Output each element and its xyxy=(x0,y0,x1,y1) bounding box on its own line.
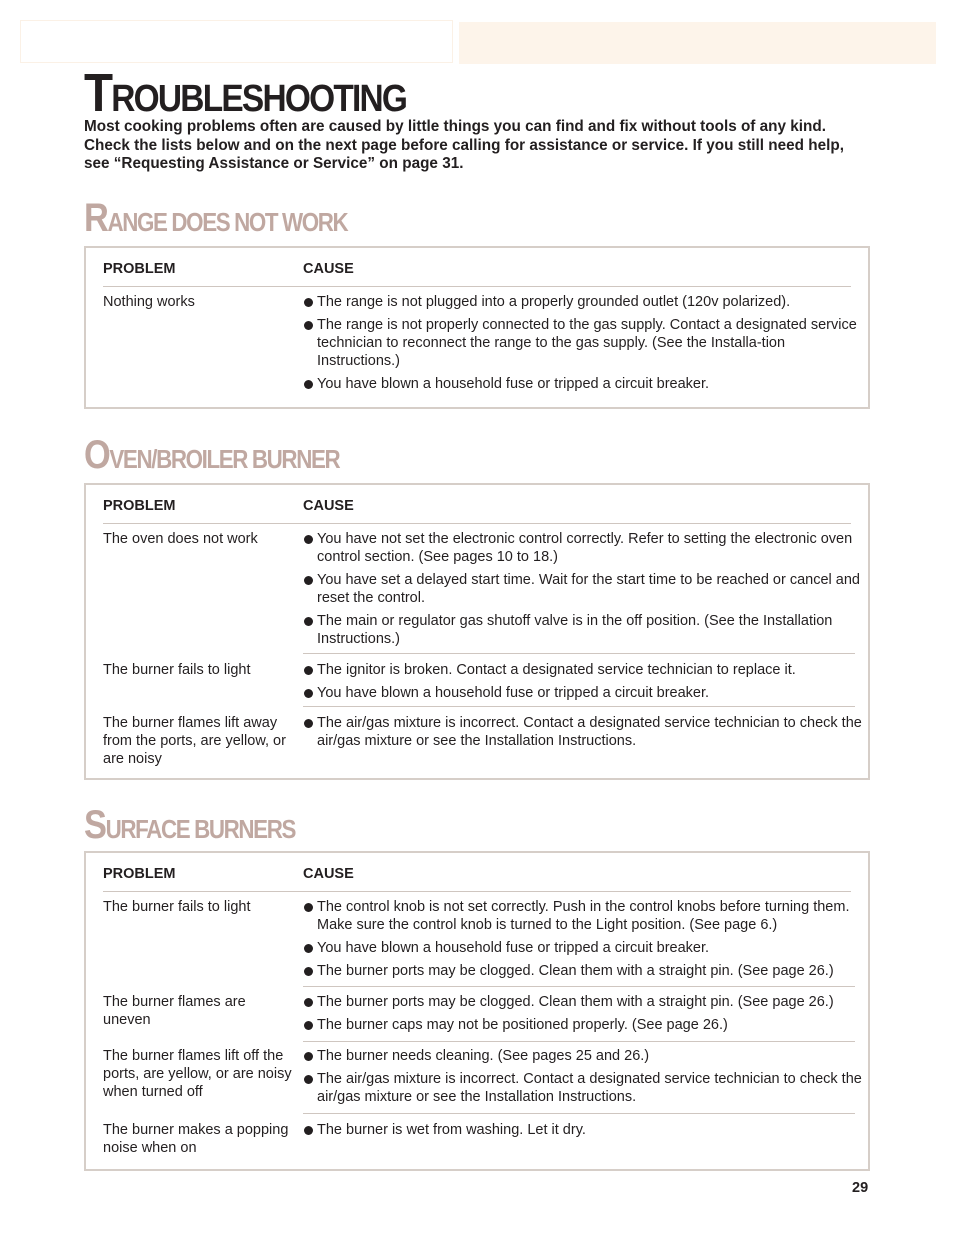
cause-list xyxy=(303,993,863,1039)
cause-list xyxy=(303,530,863,653)
problem-column-header: PROBLEM xyxy=(103,261,176,277)
cause-list xyxy=(303,293,863,398)
page-number: 29 xyxy=(852,1180,869,1196)
page-title-initial: T xyxy=(84,63,112,123)
cause-item: You have blown a household fuse or tripped a circuit breaker. xyxy=(303,939,863,957)
table-header xyxy=(103,248,851,287)
section-title-range xyxy=(84,196,347,241)
problem-cell: The burner flames lift away from the ports, are yellow, or are noisy xyxy=(103,715,286,767)
problem-cell: The burner flames are uneven xyxy=(103,994,246,1028)
cause-item: The burner ports may be clogged. Clean them with a straight pin. (See page 26.) xyxy=(303,962,863,980)
header-band-right xyxy=(459,22,936,64)
table-row xyxy=(103,993,855,1042)
cause-item: The air/gas mixture is incorrect. Contact a designated service technician to check the air/gas mixture or see the Installation Instructions. xyxy=(303,714,863,750)
cause-item: You have blown a household fuse or tripped a circuit breaker. xyxy=(303,684,863,702)
cause-column-header: CAUSE xyxy=(303,498,354,514)
cause-item: The burner ports may be clogged. Clean them with a straight pin. (See page 26.) xyxy=(303,993,863,1011)
cause-list xyxy=(303,661,863,707)
section-title-initial: R xyxy=(84,196,108,240)
section-title-rest: ANGE DOES NOT WORK xyxy=(107,207,348,237)
cause-item: You have blown a household fuse or tripped a circuit breaker. xyxy=(303,375,863,393)
table-row xyxy=(103,530,860,654)
section-title-surface xyxy=(84,803,295,848)
problem-cell: The burner flames lift off the ports, are yellow, or are noisy when turned off xyxy=(103,1048,292,1100)
cause-list xyxy=(303,1121,863,1144)
table-row xyxy=(103,1121,855,1165)
troubleshooting-table-range xyxy=(84,246,870,409)
table-row xyxy=(103,898,855,987)
cause-item: The burner is wet from washing. Let it dry. xyxy=(303,1121,863,1139)
section-title-oven xyxy=(84,433,339,478)
cause-item: You have set a delayed start time. Wait for the start time to be reached or cancel and reset the control. xyxy=(303,571,863,607)
page-title xyxy=(84,62,406,124)
table-row xyxy=(103,661,855,707)
page-title-rest: ROUBLESHOOTING xyxy=(111,78,407,120)
cause-item: The air/gas mixture is incorrect. Contact a designated service technician to check the air/gas mixture or see the Installation Instructions. xyxy=(303,1070,863,1106)
cause-item: The burner caps may not be positioned properly. (See page 26.) xyxy=(303,1016,863,1034)
problem-cell: The burner fails to light xyxy=(103,662,251,678)
table-header xyxy=(103,485,851,524)
section-title-rest: URFACE BURNERS xyxy=(105,814,296,844)
cause-column-header: CAUSE xyxy=(303,866,354,882)
problem-column-header: PROBLEM xyxy=(103,498,176,514)
table-row xyxy=(103,293,855,403)
problem-cell: The oven does not work xyxy=(103,531,258,547)
troubleshooting-table-oven xyxy=(84,483,870,780)
section-title-rest: VEN/BROILER BURNER xyxy=(109,444,340,474)
problem-cell: The burner makes a popping noise when on xyxy=(103,1122,289,1156)
cause-list xyxy=(303,1047,863,1111)
section-title-initial: S xyxy=(84,803,106,847)
cause-list xyxy=(303,898,863,985)
troubleshooting-table-surface xyxy=(84,851,870,1171)
cause-list xyxy=(303,714,863,755)
cause-item: The ignitor is broken. Contact a designated service technician to replace it. xyxy=(303,661,863,679)
problem-cell: The burner fails to light xyxy=(103,899,251,915)
cause-item: The burner needs cleaning. (See pages 25 and 26.) xyxy=(303,1047,863,1065)
cause-item: The range is not plugged into a properly grounded outlet (120v polarized). xyxy=(303,293,863,311)
cause-item: The control knob is not set correctly. Push in the control knobs before turning them. Make sure the control knob is turned to the Light position. (See page 6.) xyxy=(303,898,863,934)
table-header xyxy=(103,853,851,892)
header-band-left xyxy=(20,20,453,63)
cause-item: The range is not properly connected to the gas supply. Contact a designated service technician to reconnect the range to the gas supply. (See the Installa-tion Instructions.) xyxy=(303,316,863,370)
section-title-initial: O xyxy=(84,433,110,477)
cause-column-header: CAUSE xyxy=(303,261,354,277)
intro-paragraph: Most cooking problems often are caused by little things you can find and fix without tools of any kind. Check the lists below and on the next page before calling for assistance or service. If you still need help, see “Requesting Assistance or Service” on page 31. xyxy=(84,118,844,172)
table-row xyxy=(103,714,862,774)
cause-item: The main or regulator gas shutoff valve is in the off position. (See the Installation Instructions.) xyxy=(303,612,863,648)
cause-item: You have not set the electronic control correctly. Refer to setting the electronic oven control section. (See pages 10 to 18.) xyxy=(303,530,863,566)
problem-cell: Nothing works xyxy=(103,294,195,310)
problem-column-header: PROBLEM xyxy=(103,866,176,882)
table-row xyxy=(103,1047,862,1114)
